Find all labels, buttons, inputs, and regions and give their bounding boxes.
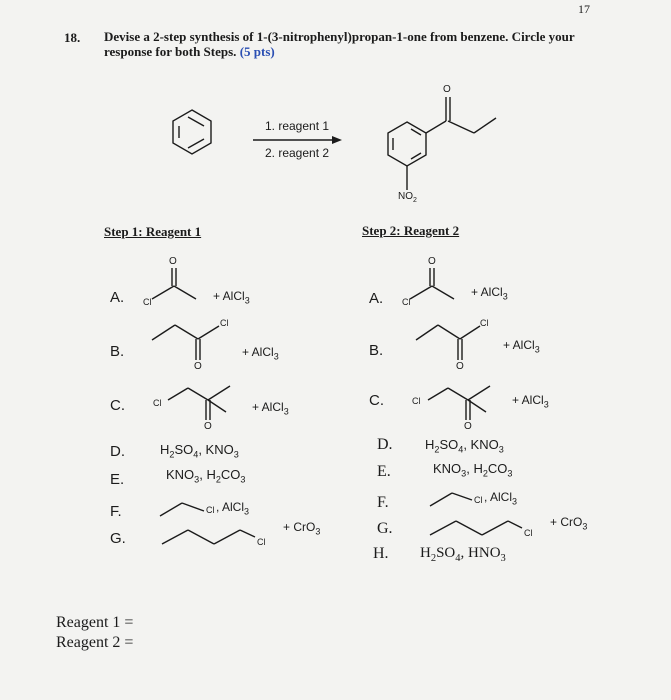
reaction-arrow xyxy=(253,136,342,144)
step1-f-reagent xyxy=(216,500,249,516)
step2-a-reagent xyxy=(471,285,508,301)
step1-a-reagent xyxy=(213,289,250,305)
step1-f-sub: 3 xyxy=(244,506,250,517)
step2-a-oxygen: O xyxy=(428,256,436,267)
benzene-structure xyxy=(173,110,211,154)
product-structure xyxy=(388,97,496,190)
step2-g-sub: 3 xyxy=(582,521,588,532)
step1-c-reagent-text: + AlCl xyxy=(252,400,284,414)
step2-a-structure xyxy=(410,268,454,299)
step2-d-reagents: $H_2SO_4$, $KNO_3$ xyxy=(425,437,504,455)
step1-e-reagents: $KNO_3$, $H_2CO_3$ xyxy=(166,467,246,485)
question-line-2: response for both Steps. xyxy=(104,44,237,59)
step2-b-reagent-text: + AlCl xyxy=(503,338,535,352)
step1-option-c[interactable]: C. xyxy=(110,397,125,414)
step1-b-sub: 3 xyxy=(273,351,279,362)
step2-c-cl: Cl xyxy=(412,396,421,406)
step1-c-sub: 3 xyxy=(283,406,289,417)
step2-f-reagent-text: , AlCl xyxy=(484,490,513,504)
step2-b-structure xyxy=(416,325,480,360)
step2-g-structure xyxy=(430,521,522,535)
step2-a-cl: Cl xyxy=(402,297,411,307)
step2-heading: Step 2: Reagent 2 xyxy=(362,223,460,238)
step2-option-c[interactable]: C. xyxy=(369,392,384,409)
reagent-1-answer-label[interactable]: Reagent 1 = xyxy=(56,614,134,631)
step2-b-sub: 3 xyxy=(534,344,540,355)
step1-option-d[interactable]: D. xyxy=(110,443,125,460)
step2-b-reagent xyxy=(503,338,540,354)
step2-c-oxygen: O xyxy=(464,421,472,432)
step1-option-b[interactable]: B. xyxy=(110,343,125,360)
step1-c-cl: Cl xyxy=(153,398,162,408)
step1-d-reagents: $H_2SO_4$, $KNO_3$ xyxy=(160,442,239,460)
step1-a-reagent-text: + AlCl xyxy=(213,289,245,303)
step1-option-e[interactable]: E. xyxy=(110,471,125,488)
step2-e-reagents: $KNO_3$, $H_2CO_3$ xyxy=(433,461,513,479)
step1-f-cl: Cl xyxy=(206,505,215,515)
product-oxygen: O xyxy=(443,84,451,95)
nitro-group xyxy=(398,191,417,204)
nitro-label: NO xyxy=(398,191,413,202)
step1-b-reagent xyxy=(242,345,279,361)
step2-a-sub: 3 xyxy=(502,291,508,302)
reagent-2-answer-label[interactable]: Reagent 2 = xyxy=(56,634,134,651)
step2-a-reagent-text: + AlCl xyxy=(471,285,503,299)
step2-c-sub: 3 xyxy=(543,399,549,410)
step2-option-a[interactable]: A. xyxy=(369,290,384,307)
step1-a-structure xyxy=(152,268,196,299)
step1-c-reagent xyxy=(252,400,289,416)
step1-option-a[interactable]: A. xyxy=(110,289,125,306)
page-number: 17 xyxy=(578,2,590,16)
step1-g-sub: 3 xyxy=(315,526,321,537)
step1-f-structure xyxy=(160,503,204,516)
step2-option-b[interactable]: B. xyxy=(369,342,384,359)
step2-f-reagent xyxy=(484,490,517,506)
step1-a-cl: Cl xyxy=(143,297,152,307)
step2-option-g[interactable]: G. xyxy=(377,520,393,537)
step1-g-reagent-text: + CrO xyxy=(283,520,316,534)
step2-f-structure xyxy=(430,493,472,506)
nitro-sub: 2 xyxy=(413,197,417,204)
step1-c-oxygen: O xyxy=(204,421,212,432)
step2-g-reagent-text: + CrO xyxy=(550,515,583,529)
step2-h-reagents: $H_2SO_4$, $HNO_3$ xyxy=(420,545,506,564)
step2-c-reagent xyxy=(512,393,549,409)
step1-g-structure xyxy=(162,530,255,544)
step2-option-d[interactable]: D. xyxy=(377,436,393,453)
step2-c-structure xyxy=(428,386,490,420)
step1-c-structure xyxy=(168,386,230,420)
scheme-reagent-1: 1. reagent 1 xyxy=(265,119,330,133)
step1-b-structure xyxy=(152,325,219,360)
step2-g-reagent xyxy=(550,515,587,531)
step1-f-reagent-text: , AlCl xyxy=(216,500,245,514)
step1-g-cl: Cl xyxy=(257,537,266,547)
step1-b-oxygen: O xyxy=(194,361,202,372)
step2-f-cl: Cl xyxy=(474,495,483,505)
step2-option-f[interactable]: F. xyxy=(377,494,389,511)
step2-b-oxygen: O xyxy=(456,361,464,372)
step2-f-sub: 3 xyxy=(512,496,518,507)
step1-a-oxygen: O xyxy=(169,256,177,267)
points-label: (5 pts) xyxy=(239,44,275,59)
step2-option-h[interactable]: H. xyxy=(373,545,389,562)
step2-g-cl: Cl xyxy=(524,528,533,538)
step1-b-cl: Cl xyxy=(220,318,229,328)
step1-a-sub: 3 xyxy=(244,295,250,306)
step1-g-reagent xyxy=(283,520,320,536)
step2-b-cl: Cl xyxy=(480,318,489,328)
step1-heading: Step 1: Reagent 1 xyxy=(104,224,202,239)
step1-b-reagent-text: + AlCl xyxy=(242,345,274,359)
step1-option-f[interactable]: F. xyxy=(110,503,122,520)
step2-option-e[interactable]: E. xyxy=(377,463,391,480)
question-line-1: Devise a 2-step synthesis of 1-(3-nitrophenyl)propan-1-one from benzene. Circle your xyxy=(104,29,575,44)
step1-option-g[interactable]: G. xyxy=(110,530,126,547)
scheme-reagent-2: 2. reagent 2 xyxy=(265,146,330,160)
step2-c-reagent-text: + AlCl xyxy=(512,393,544,407)
question-number: 18. xyxy=(64,30,81,45)
